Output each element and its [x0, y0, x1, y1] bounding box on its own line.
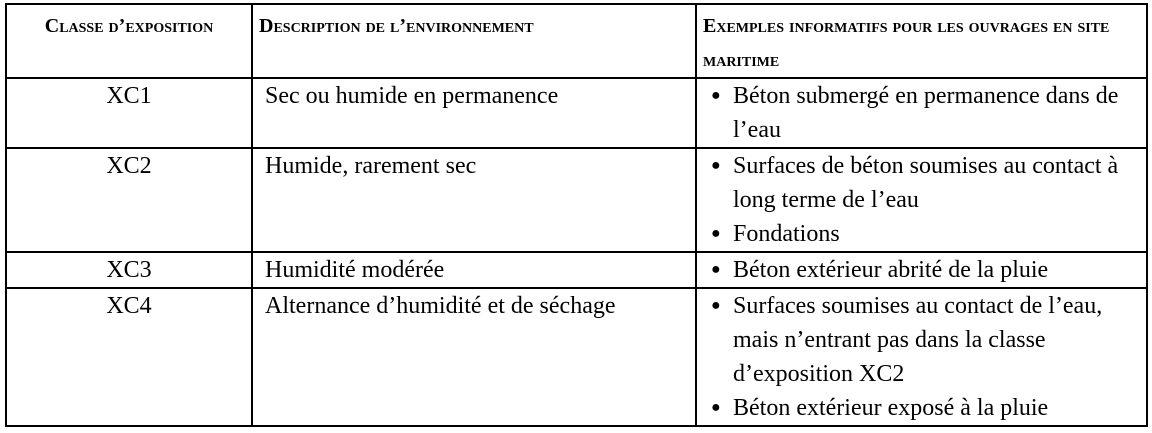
examples-cell [696, 78, 1147, 148]
exposure-class-table [5, 3, 1148, 427]
bullet-icon: ● [711, 157, 721, 174]
examples-cell [696, 288, 1147, 426]
example-text: Béton submergé en permanence dans de l’eau [733, 83, 1119, 143]
example-text: Surfaces soumises au contact de l’eau, mais n’entrant pas dans la classe d’exposition XC2 [733, 293, 1103, 387]
header-class: Classe d’exposition [6, 4, 252, 78]
bullet-icon: ● [711, 87, 721, 104]
examples-list [697, 149, 1140, 251]
header-examples: Exemples informatifs pour les ouvrages en site maritime [696, 4, 1147, 78]
environment-description-cell: Humidité modérée [252, 252, 696, 288]
table-row [6, 252, 1147, 288]
table-row [6, 148, 1147, 252]
exposure-class-cell: XC2 [6, 148, 252, 252]
environment-description-cell: Humide, rarement sec [252, 148, 696, 252]
bullet-icon: ● [711, 297, 721, 314]
bullet-icon: ● [711, 399, 721, 416]
examples-cell [696, 148, 1147, 252]
examples-list [697, 289, 1140, 425]
example-text: Fondations [733, 221, 840, 247]
list-item [697, 289, 1140, 391]
list-item [697, 217, 1140, 251]
bullet-icon: ● [711, 261, 721, 278]
list-item [697, 149, 1140, 217]
examples-list [697, 253, 1140, 287]
table-row [6, 288, 1147, 426]
list-item [697, 253, 1140, 287]
example-text: Béton extérieur exposé à la pluie [733, 395, 1049, 421]
header-description: Description de l’environnement [252, 4, 696, 78]
list-item [697, 391, 1140, 425]
examples-cell [696, 252, 1147, 288]
list-item [697, 79, 1140, 147]
exposure-class-cell: XC1 [6, 78, 252, 148]
exposure-class-cell: XC4 [6, 288, 252, 426]
table-header-row [6, 4, 1147, 78]
example-text: Béton extérieur abrité de la pluie [733, 257, 1049, 283]
environment-description-cell: Sec ou humide en permanence [252, 78, 696, 148]
environment-description-cell: Alternance d’humidité et de séchage [252, 288, 696, 426]
example-text: Surfaces de béton soumises au contact à long terme de l’eau [733, 153, 1119, 213]
examples-list [697, 79, 1140, 147]
bullet-icon: ● [711, 225, 721, 242]
exposure-class-cell: XC3 [6, 252, 252, 288]
table-row [6, 78, 1147, 148]
